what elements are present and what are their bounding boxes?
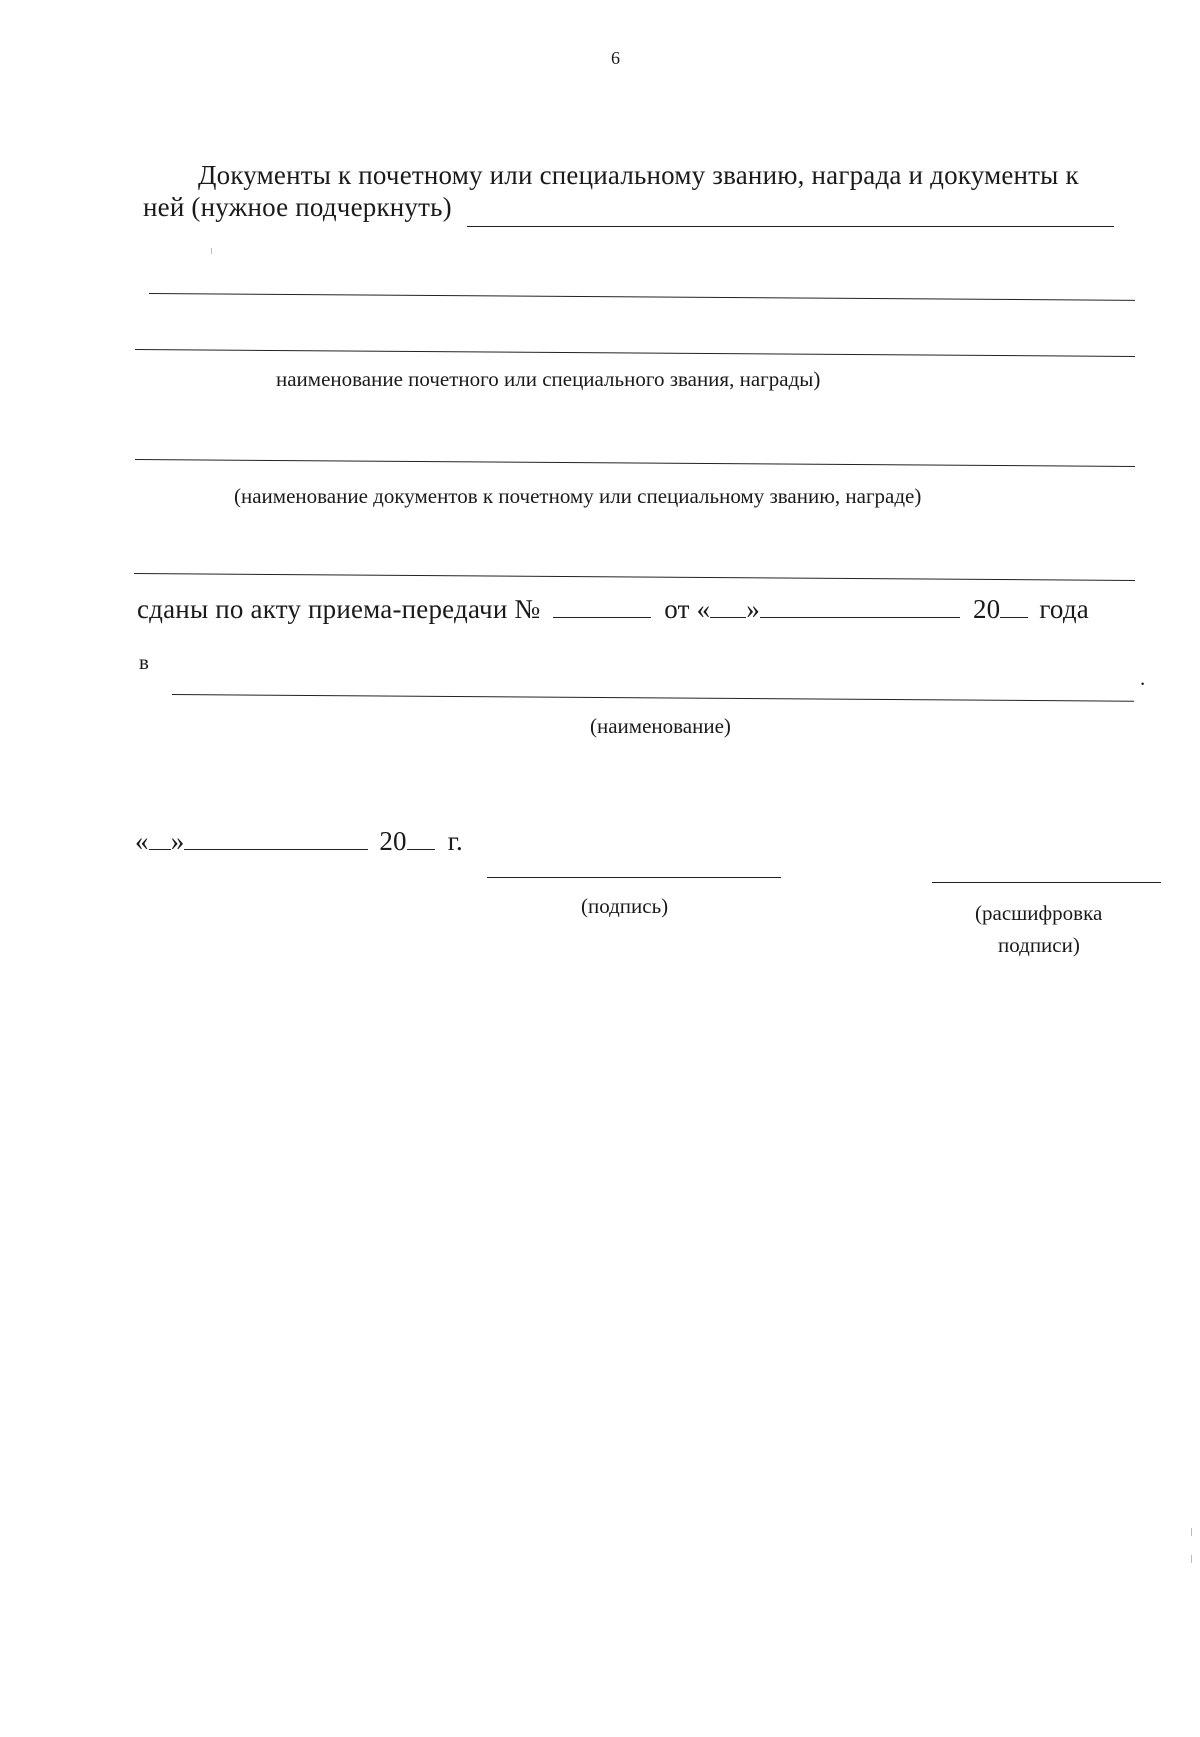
blank-line-1[interactable]	[149, 293, 1135, 301]
transfer-year-suffix: года	[1039, 594, 1089, 624]
act-year-field[interactable]	[1000, 595, 1028, 618]
blank-line-4[interactable]	[134, 573, 1135, 581]
intro-fill-line[interactable]	[467, 226, 1114, 227]
blank-line-3[interactable]	[135, 459, 1135, 467]
trailing-dot: .	[1140, 666, 1146, 690]
act-month-field[interactable]	[760, 595, 960, 618]
transfer-year-prefix: 20	[972, 594, 1001, 624]
date-month-field[interactable]	[184, 827, 368, 850]
transfer-prefix: сданы по акту приема-передачи №	[137, 594, 541, 624]
signature-decoding-line[interactable]	[932, 882, 1161, 883]
caption-signature-decoding-2: подписи)	[998, 933, 1080, 957]
caption-documents-name: (наименование документов к почетному или специальному званию, награде)	[234, 484, 922, 508]
scan-speck	[211, 248, 212, 254]
date-year-suffix: г.	[447, 826, 463, 856]
date-line	[135, 826, 463, 857]
scan-speck	[1191, 1555, 1192, 1563]
date-close-quote: »	[170, 826, 185, 856]
transfer-close-quote: »	[746, 594, 760, 624]
caption-award-name: наименование почетного или специального звания, награды)	[276, 367, 821, 391]
date-day-field[interactable]	[149, 827, 171, 850]
scan-speck	[1191, 1528, 1192, 1536]
act-day-field[interactable]	[710, 595, 746, 618]
caption-signature-decoding-1: (расшифровка	[975, 901, 1103, 925]
page-number: 6	[611, 48, 620, 68]
intro-line-2: ней (нужное подчеркнуть)	[143, 192, 452, 222]
blank-line-2[interactable]	[135, 349, 1135, 357]
intro-line-1: Документы к почетному или специальному званию, награда и документы к	[198, 160, 1079, 190]
transfer-from: от «	[664, 594, 711, 624]
in-label: в	[139, 650, 149, 674]
date-year-prefix: 20	[379, 826, 407, 856]
caption-signature: (подпись)	[581, 894, 669, 918]
organization-fill-line[interactable]	[172, 694, 1134, 702]
signature-line[interactable]	[487, 877, 781, 878]
caption-organization-name: (наименование)	[590, 714, 731, 738]
act-number-field[interactable]	[553, 595, 651, 618]
transfer-act-line	[137, 594, 1089, 625]
date-year-field[interactable]	[407, 827, 435, 850]
date-open-quote: «	[135, 826, 149, 856]
